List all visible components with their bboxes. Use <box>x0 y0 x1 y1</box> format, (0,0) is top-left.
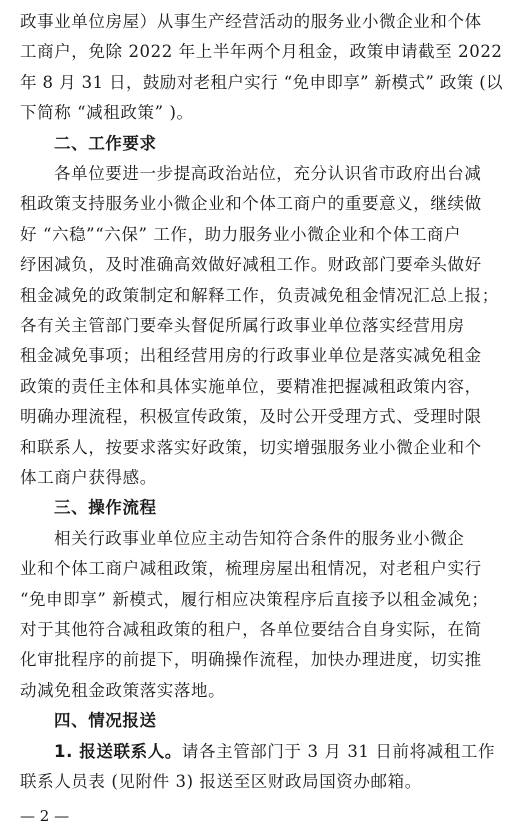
paragraph-line: 动减免租金政策落实落地。 <box>20 680 226 700</box>
report-item-1-lead: 1. 报送联系人。 <box>54 741 182 761</box>
paragraph-line: 纾困减负，及时准确高效做好减租工作。财政部门要牵头做好 <box>20 255 482 275</box>
section-heading-operation-process: 三、操作流程 <box>54 498 157 518</box>
paragraph-line: 业和个体工商户减租政策，梳理房屋出租情况，对老租户实行 <box>20 559 482 579</box>
paragraph-line: 租金减免的政策制定和解释工作，负责减免租金情况汇总上报； <box>20 285 499 305</box>
section-heading-work-requirements: 二、工作要求 <box>54 133 157 153</box>
paragraph-line: “免申即享” 新模式，履行相应决策程序后直接予以租金减免； <box>20 589 489 609</box>
paragraph-line: 政策的责任主体和具体实施单位，要精准把握减租政策内容， <box>20 376 482 396</box>
paragraph-line: 租政策支持服务业小微企业和个体工商户的重要意义，继续做 <box>20 194 482 214</box>
paragraph-line: 工商户，免除 2022 年上半年两个月租金，政策申请截至 2022 <box>20 42 503 62</box>
paragraph-line: 化审批程序的前提下，明确操作流程，加快办理进度，切实推 <box>20 650 482 670</box>
paragraph-line: 各单位要进一步提高政治站位，充分认识省市政府出台减 <box>54 164 482 183</box>
paragraph-line: 好 “六稳”“六保” 工作，助力服务业小微企业和个体工商户 <box>20 224 462 244</box>
paragraph-line: 和联系人，按要求落实好政策，切实增强服务业小微企业和个 <box>20 437 482 457</box>
paragraph-line: 租金减免事项；出租经营用房的行政事业单位是落实减免租金 <box>20 346 482 366</box>
paragraph-line: 政事业单位房屋）从事生产经营活动的服务业小微企业和个体 <box>20 12 482 31</box>
paragraph-line: 明确办理流程，积极宣传政策，及时公开受理方式、受理时限 <box>20 407 482 427</box>
page-number: — 2 — <box>20 807 70 826</box>
paragraph-line: 下简称 “减租政策” )。 <box>20 103 194 123</box>
report-item-1-text: 请各主管部门于 3 月 31 日前将减租工作 <box>181 741 496 761</box>
report-item-1 <box>54 742 498 762</box>
paragraph-line: 联系人员表 (见附件 3) 报送至区财政局国资办邮箱。 <box>20 772 422 791</box>
paragraph-line: 各有关主管部门要牵头督促所属行政事业单位落实经营用房 <box>20 316 465 335</box>
paragraph-line: 对于其他符合减租政策的租户，各单位要结合自身实际，在简 <box>20 620 482 639</box>
paragraph-line: 年 8 月 31 日，鼓励对老租户实行 “免申即享” 新模式” 政策 (以 <box>20 72 503 92</box>
paragraph-line: 相关行政事业单位应主动告知符合条件的服务业小微企 <box>54 528 465 548</box>
section-heading-report: 四、情况报送 <box>54 711 157 731</box>
paragraph-line: 体工商户获得感。 <box>20 468 157 487</box>
